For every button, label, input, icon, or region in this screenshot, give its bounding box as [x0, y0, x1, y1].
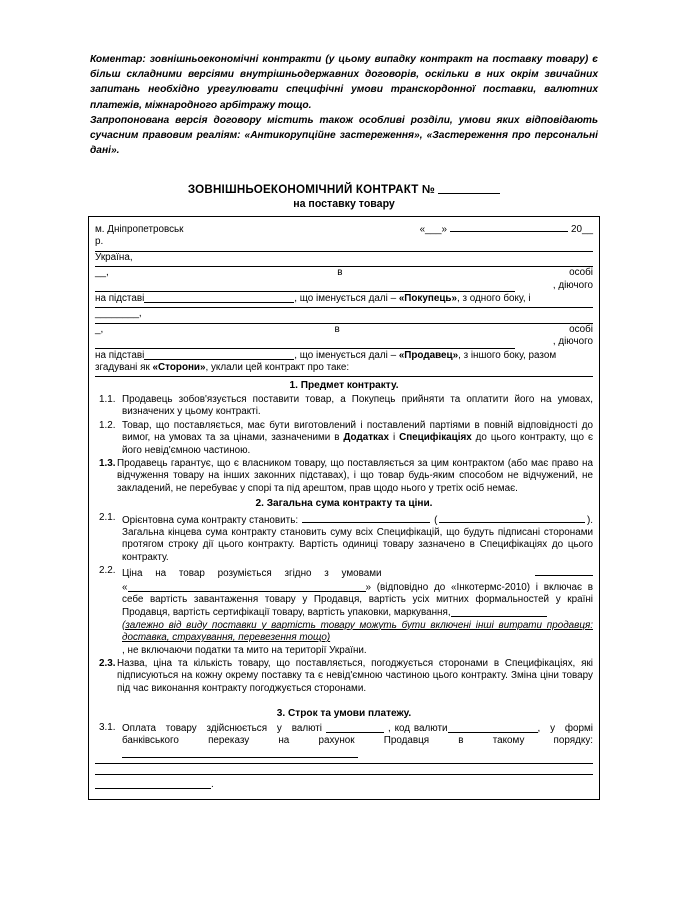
- clause-3-1-p3: , у формі банківського переказу на рахунок Продавця в такому порядку:: [122, 722, 593, 747]
- clause-2-1: [95, 512, 593, 565]
- clause-2-2-after: » (відповідно до «Інкотермс-2010) і включає в себе вартість завантаження товару у Продавця, вартість усіх митних формальностей у країні Продавця, вартість сертифікації товару, вартість упаковки, маркування,: [122, 581, 593, 619]
- marking-blank[interactable]: [451, 606, 547, 617]
- commentary-paragraph-2: Запропонована версія договору містить також особливі розділи, умови яких відповідають сучасним правовим реаліям: «Антикорупційне застереження», «Застереження про персональні дані».: [90, 114, 598, 157]
- seller-basis-blank[interactable]: [144, 349, 294, 360]
- section-3-heading: 3. Строк та умови платежу.: [276, 708, 412, 720]
- contract-number-blank[interactable]: [438, 182, 500, 194]
- commentary-block: [90, 52, 598, 158]
- buyer-basis-label: на підставі: [95, 293, 145, 305]
- clause-2-3-text: Назва, ціна та кількість товару, що поставляється, погоджується сторонами в Специфікаціях, які підписуються на кожну окрему поставку та є невід'ємною частиною цього контракту. Зміна ціни товару під час виконання контракту погоджується сторонами.: [117, 658, 593, 694]
- payment-order-blank[interactable]: [122, 747, 358, 758]
- together-prefix: згадувані як: [95, 362, 153, 374]
- buyer-acting-label: , діючого: [552, 279, 593, 291]
- paren-close: ).: [586, 514, 593, 526]
- currency-code-blank[interactable]: [448, 722, 538, 733]
- country-label: Україна,: [95, 251, 133, 263]
- contract-frame: [88, 216, 600, 800]
- final-period: .: [211, 778, 214, 790]
- date-year: 20__: [571, 224, 593, 235]
- clause-3-1-p1: Оплата товару здійснюється у валюті: [122, 722, 322, 734]
- buyer-person-label: особі: [569, 267, 593, 279]
- page-title: [90, 182, 598, 196]
- page-title-text: ЗОВНІШНЬОЕКОНОМІЧНИЙ КОНТРАКТ №: [187, 183, 436, 196]
- clause-1-1: [95, 394, 593, 419]
- seller-basis-label: на підставі: [95, 349, 145, 361]
- currency-blank[interactable]: [326, 722, 384, 733]
- clause-1-3: [95, 458, 593, 495]
- parties-together-row: [95, 362, 593, 374]
- buyer-basis-row: [95, 292, 593, 305]
- quote-open: «: [122, 581, 128, 593]
- buyer-party-name: «Покупець»: [398, 293, 457, 305]
- together-suffix: , уклали цей контракт про таке:: [205, 362, 350, 374]
- clause-2-3-number: 2.3.: [99, 658, 116, 669]
- buyer-basis-blank[interactable]: [144, 292, 294, 303]
- clause-3-1-text: [122, 722, 593, 761]
- seller-side-text: , з іншого боку, разом: [458, 349, 557, 361]
- seller-acting-row: [95, 336, 593, 348]
- clause-3-1: [95, 722, 593, 761]
- clause-2-2-text: [122, 565, 593, 657]
- city-date-row: [95, 221, 593, 236]
- seller-named-text: , що іменується далі –: [294, 349, 399, 361]
- seller-in-word: в: [334, 323, 340, 335]
- buyer-dash: __,: [95, 267, 109, 279]
- clause-2-2: [95, 565, 593, 657]
- clause-2-3: [95, 658, 593, 695]
- buyer-trailing: ________,: [95, 308, 142, 320]
- buyer-acting-row: [95, 280, 593, 292]
- clause-1-1-number: 1.1.: [99, 393, 116, 405]
- buyer-side-text: , з одного боку, і: [456, 293, 531, 305]
- clause-3-1-number: 3.1.: [99, 721, 116, 733]
- seller-acting-label: , діючого: [552, 336, 593, 348]
- seller-basis-row: [95, 349, 593, 362]
- final-blank[interactable]: [95, 778, 211, 789]
- buyer-in-row: [95, 267, 593, 279]
- clause-2-1-body: Загальна кінцева сума контракту становить суму всіх Специфікацій, що будуть підписані сторонами протягом строку дії цього контракту. Вартість одиниці товару зазначено в Специфікаціях до цього контракту.: [122, 526, 593, 563]
- seller-party-name: «Продавец»: [398, 349, 459, 361]
- incoterms-term-blank[interactable]: [535, 565, 593, 576]
- seller-person-label: особі: [569, 323, 593, 335]
- clause-1-2-text: Товар, що поставляється, має бути виготовлений і поставлений партіями в повній відповідності до вимог, на умовах та за цінами, зазначеними в Додатках і Специфікаціях до цього контракту, що є його невід'ємною частиною.: [122, 419, 594, 456]
- commentary-paragraph-1: Коментар: зовнішньоекономічні контракти (у цьому випадку контракт на поставку товару) є більш складними версіями внутрішньодержавних договорів, оскільки в них окрім звичайних запитань необхідно урегулювати специфічні умови транскордонної поставки, валютних платежів, міжнародного арбітражу тощо.: [90, 54, 598, 111]
- city-suffix: р.: [95, 236, 104, 248]
- incoterms-basis-blank[interactable]: [128, 581, 366, 592]
- page-subtitle: на поставку товару: [293, 198, 395, 210]
- contract-sum-blank[interactable]: [302, 512, 430, 523]
- clause-2-1-number: 2.1.: [99, 511, 116, 523]
- clause-1-3-number: 1.3.: [99, 457, 116, 469]
- buyer-named-text: , що іменується далі –: [294, 293, 399, 305]
- clause-1-2: [95, 420, 593, 457]
- paren-open: (: [434, 514, 438, 526]
- clause-2-2-italic-note: (залежно від виду поставки у вартість товару можуть бути включені інші витрати продавця: доставка, страхування, перевезення тощо): [122, 619, 593, 644]
- section-1-heading: 1. Предмет контракту.: [289, 380, 399, 392]
- buyer-in-word: в: [337, 267, 343, 279]
- seller-dash: _,: [95, 323, 104, 335]
- date-day-quote[interactable]: «___»: [419, 224, 448, 235]
- section-2-heading: 2. Загальна сума контракту та ціни.: [255, 498, 433, 510]
- clause-2-2-line1: Ціна на товар розуміється згідно з умовами: [122, 568, 382, 580]
- clause-2-2-tail: , не включаючи податки та мито на території України.: [122, 644, 367, 656]
- together-party-name: «Сторони»: [152, 362, 206, 374]
- city-label: м. Дніпропетровськ: [95, 224, 184, 235]
- contract-sum-words-blank[interactable]: [439, 512, 585, 523]
- seller-name-blank[interactable]: [95, 338, 515, 349]
- clause-1-2-number: 1.2.: [99, 419, 116, 431]
- seller-in-row: [95, 324, 593, 336]
- clause-2-1-lead: Орієнтовна сума контракту становить:: [122, 514, 299, 526]
- clause-1-1-text: Продавець зобов'язується поставити товар, а Покупець прийняти та оплатити його на умовах, визначених у цьому контракті.: [122, 393, 593, 418]
- clause-1-3-text: Продавець гарантує, що є власником товару, що поставляється за цим контрактом (або має право на відчуження товару на інших законних підставах), і що товар будь-яким способом не відчужений, не закладений, не перебуває у спорі та під арештом, прав щодо нього у третіх осіб немає.: [117, 457, 593, 494]
- buyer-name-blank[interactable]: [95, 281, 515, 292]
- clause-2-1-text: [122, 512, 593, 565]
- divider-5: [95, 376, 593, 377]
- clause-2-2-number: 2.2.: [99, 565, 116, 577]
- clause-3-1-p2: , код валюти: [388, 722, 448, 734]
- date-month-blank[interactable]: [450, 221, 568, 232]
